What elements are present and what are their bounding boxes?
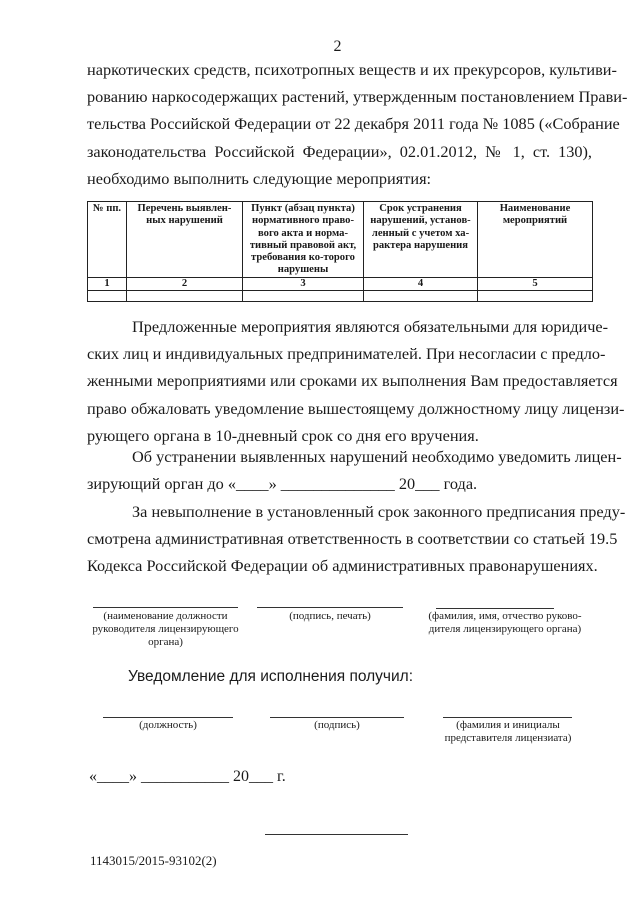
table-cell[interactable] bbox=[364, 291, 478, 302]
paragraph-line: женными мероприятиями или сроками их выполнения Вам предоставляется bbox=[87, 371, 618, 391]
intro-line: тельства Российской Федерации от 22 декабря 2011 года № 1085 («Собрание bbox=[87, 114, 620, 134]
header-measures: Наименование мероприятий bbox=[478, 202, 593, 278]
header-violations: Перечень выявлен-ных нарушений bbox=[127, 202, 243, 278]
liability-paragraph bbox=[87, 498, 626, 580]
recipient-name-line[interactable] bbox=[443, 717, 572, 718]
recipient-signature-line[interactable] bbox=[270, 717, 404, 718]
authority-position-caption: (наименование должности руководителя лицензирующего органа) bbox=[92, 610, 239, 648]
intro-line: наркотических средств, психотропных веществ и их прекурсоров, культиви- bbox=[87, 60, 617, 79]
table-cell[interactable] bbox=[88, 291, 127, 302]
table-cell[interactable] bbox=[478, 291, 593, 302]
table-cell[interactable] bbox=[243, 291, 364, 302]
paragraph-line: Кодекса Российской Федерации об административных правонарушениях. bbox=[87, 556, 598, 576]
paragraph-line: За невыполнение в установленный срок законного предписания преду- bbox=[132, 502, 626, 521]
page-number: 2 bbox=[333, 38, 342, 55]
measures-table bbox=[87, 201, 593, 302]
authority-name-caption: (фамилия, имя, отчество руково-дителя лицензирующего органа) bbox=[428, 610, 582, 635]
table-cell[interactable] bbox=[127, 291, 243, 302]
paragraph-line: ских лиц и индивидуальных предпринимателей. При несогласии с предло- bbox=[87, 344, 606, 364]
mandatory-paragraph bbox=[87, 313, 625, 449]
intro-line: рованию наркосодержащих растений, утвержденным постановлением Прави- bbox=[87, 87, 628, 107]
header-deadline: Срок устранения нарушений, установ-ленный с учетом ха-рактера нарушения bbox=[364, 202, 478, 278]
table-row bbox=[88, 291, 593, 302]
column-number: 5 bbox=[478, 277, 593, 290]
paragraph-line: смотрена административная ответственность в соответствии со статьей 19.5 bbox=[87, 529, 618, 549]
intro-line: законодательства Российской Федерации», 02.01.2012, № 1, ст. 130), bbox=[87, 141, 592, 161]
authority-signature-line[interactable] bbox=[257, 607, 403, 608]
column-number: 2 bbox=[127, 277, 243, 290]
paragraph-line: право обжаловать уведомление вышестоящему должностному лицу лицензи- bbox=[87, 398, 625, 418]
table-header-row bbox=[88, 202, 593, 278]
notify-date-line: зирующий орган до «____» ______________ 20___ года. bbox=[87, 474, 478, 494]
paragraph-line: рующего органа в 10-дневный срок со дня его вручения. bbox=[87, 425, 479, 445]
recipient-position-caption: (должность) bbox=[139, 719, 197, 731]
header-number: № пп. bbox=[88, 202, 127, 278]
recipient-name-caption: (фамилия и инициалы представителя лицензиата) bbox=[444, 719, 572, 744]
column-number: 1 bbox=[88, 277, 127, 290]
authority-name-line[interactable] bbox=[436, 608, 554, 609]
table-number-row bbox=[88, 277, 593, 290]
received-title: Уведомление для исполнения получил: bbox=[128, 668, 414, 685]
paragraph-line: Об устранении выявленных нарушений необходимо уведомить лицен- bbox=[132, 447, 622, 466]
header-legal-clause: Пункт (абзац пункта) нормативного право-вого акта и норма-тивный правовой акт, требования ко-торого нарушены bbox=[243, 202, 364, 278]
authority-signature-caption: (подпись, печать) bbox=[289, 610, 371, 622]
document-id: 1143015/2015-93102(2) bbox=[90, 853, 217, 868]
paragraph-line: Предложенные мероприятия являются обязательными для юридиче- bbox=[132, 317, 609, 336]
recipient-signature-caption: (подпись) bbox=[314, 719, 360, 731]
recipient-position-line[interactable] bbox=[103, 717, 233, 718]
notify-paragraph bbox=[87, 443, 622, 497]
received-date-line[interactable]: «____» ___________ 20___ г. bbox=[89, 768, 286, 785]
column-number: 3 bbox=[243, 277, 364, 290]
authority-position-line[interactable] bbox=[93, 607, 238, 608]
intro-line: необходимо выполнить следующие мероприятия: bbox=[87, 168, 432, 188]
column-number: 4 bbox=[364, 277, 478, 290]
bottom-signature-line[interactable] bbox=[265, 834, 408, 835]
intro-paragraph bbox=[87, 56, 628, 192]
